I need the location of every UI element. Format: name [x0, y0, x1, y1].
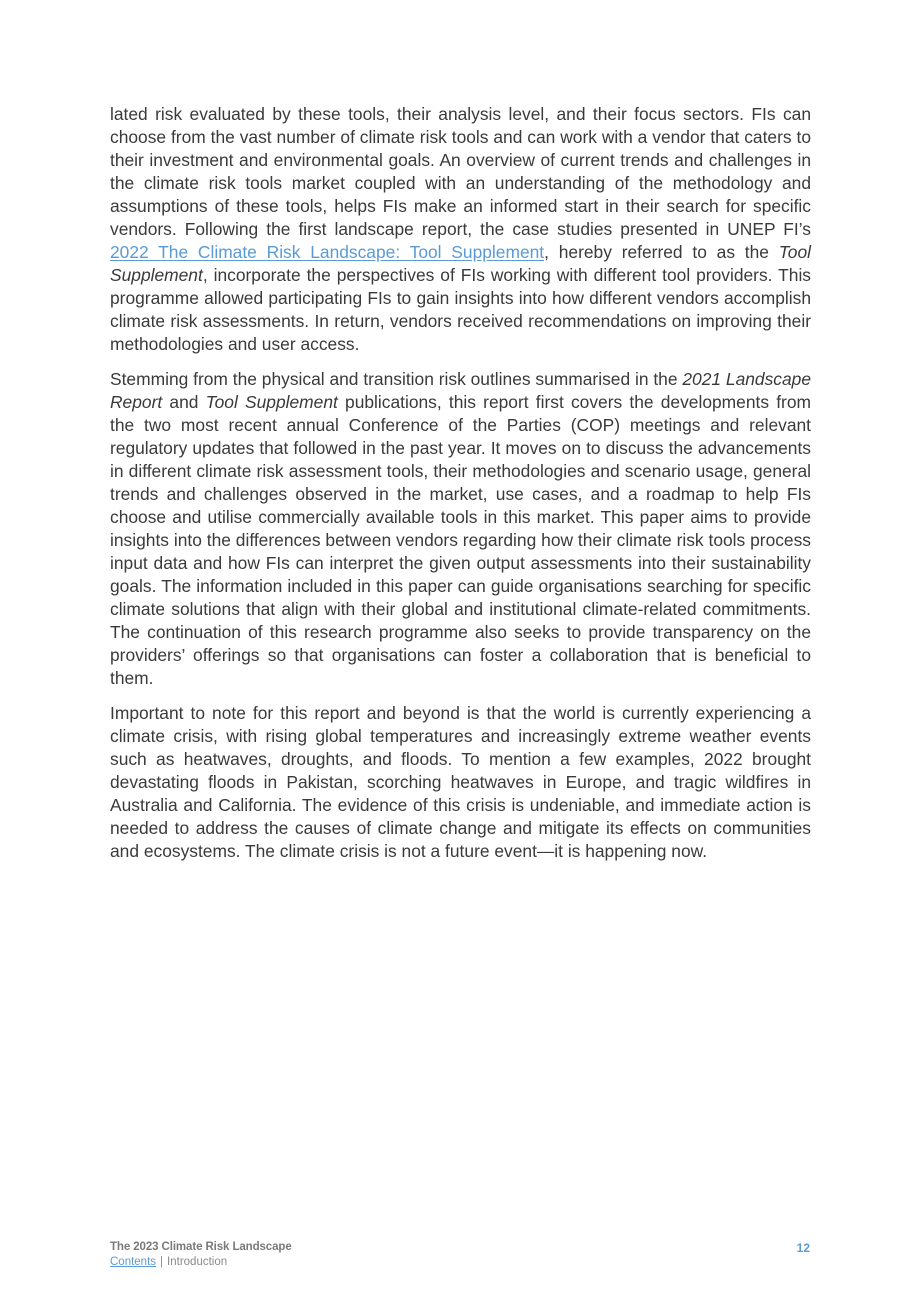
paragraph-3: Important to note for this report and beyond is that the world is currently experiencing a climate crisis, with rising global temperatures and increasingly extreme weather events such as heatwaves, droughts, and floods. To mention a few examples, 2022 brought devastating floods in Pakistan, scorching heatwaves in Europe, and tragic wildfires in Australia and California. The evidence of this crisis is undeniable, and immediate action is needed to address the causes of climate change and mitigate its effects on communities and ecosystems. The climate crisis is not a future event—it is happening now.: [110, 703, 811, 861]
page-body: [110, 103, 811, 875]
contents-link[interactable]: Contents: [110, 1256, 157, 1268]
paragraph-1-text-b: , hereby referred to as the: [544, 242, 779, 262]
paragraph-1-text-c: , incorporate the perspectives of FIs working with different tool providers. This programme allowed participating FIs to gain insights into how different vendors accomplish climate risk assessments. In return, vendors received recommendations on improving their methodologies and user access.: [110, 265, 811, 354]
tool-supplement-italic: Tool Supplement: [110, 242, 811, 285]
paragraph-2: [110, 368, 811, 690]
page-number: 12: [796, 1241, 810, 1255]
paragraph-2-text-b: and: [162, 392, 206, 412]
breadcrumb-separator: |: [160, 1256, 164, 1268]
paragraph-1: [110, 103, 811, 356]
tool-supplement-italic-2: Tool Supplement: [205, 392, 338, 412]
tool-supplement-link[interactable]: 2022 The Climate Risk Landscape: Tool Supplement: [110, 242, 545, 262]
footer-breadcrumb: [110, 1256, 810, 1268]
report-title: The 2023 Climate Risk Landscape: [110, 1241, 292, 1253]
paragraph-2-text-a: Stemming from the physical and transition risk outlines summarised in the: [110, 369, 683, 389]
page-footer: [110, 1241, 810, 1268]
landscape-report-italic: 2021 Landscape Report: [110, 369, 811, 412]
paragraph-1-text-a: lated risk evaluated by these tools, their analysis level, and their focus sectors. FIs can choose from the vast number of climate risk tools and can work with a vendor that caters to their investment and environmental goals. An overview of current trends and challenges in the climate risk tools market coupled with an understanding of the methodology and assumptions of these tools, helps FIs make an informed start in their search for specific vendors. Following the first landscape report, the case studies presented in UNEP FI’s: [110, 104, 811, 239]
paragraph-2-text-c: publications, this report first covers the developments from the two most recent annual Conference of the Parties (COP) meetings and relevant regulatory updates that followed in the past year. It moves on to discuss the advancements in different climate risk assessment tools, their methodologies and scenario usage, general trends and challenges observed in the market, use cases, and a roadmap to help FIs choose and utilise commercially available tools in this market. This paper aims to provide insights into the differences between vendors regarding how their climate risk tools process input data and how FIs can interpret the given output assessments into their sustainability goals. The information included in this paper can guide organisations searching for specific climate solutions that align with their global and institutional climate-related commitments. The continuation of this research programme also seeks to provide transparency on the providers’ offerings so that organisations can foster a collaboration that is beneficial to them.: [110, 392, 811, 688]
section-name: Introduction: [167, 1256, 228, 1268]
